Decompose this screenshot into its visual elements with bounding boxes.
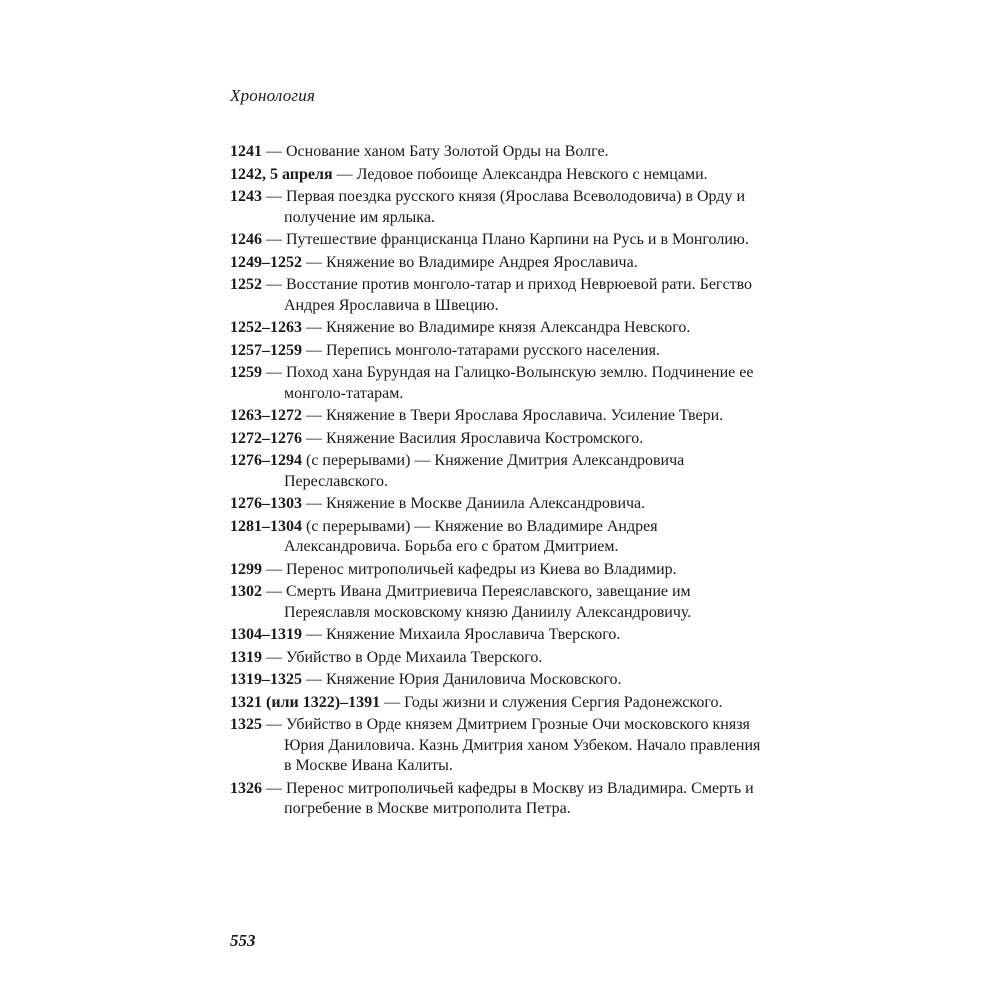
chronology-entry — [230, 494, 770, 515]
chronology-entry — [230, 230, 770, 251]
entry-date: 1299 — [230, 560, 262, 578]
entry-text: — Убийство в Орде князем Дмитрием Грозные Очи московского князя Юрия Даниловича. Казнь Дмитрия ханом Узбеком. Начало правления в Москве Ивана Калиты. — [262, 716, 761, 774]
entry-text: — Княжение Михаила Ярославича Тверского. — [302, 626, 621, 643]
entry-date: 1252–1263 — [230, 319, 302, 336]
entry-text: — Первая поездка русского князя (Ярослава Всеволодовича) в Орду и получение им ярлыка. — [262, 188, 746, 226]
running-head: Хронология — [230, 86, 316, 105]
entry-text: — Княжение Василия Ярославича Костромского. — [302, 429, 644, 447]
entry-text: — Поход хана Бурундая на Галицко-Волынскую землю. Подчинение ее монголо-татарам. — [262, 364, 754, 402]
entry-date: 1302 — [230, 583, 262, 600]
chronology-entry — [230, 560, 770, 581]
entry-text: — Восстание против монголо-татар и приход Неврюевой рати. Бегство Андрея Ярославича в Швецию. — [262, 276, 753, 314]
entry-text: — Смерть Ивана Дмитриевича Переяславского, завещание им Переяславля московскому князю Даниилу Александровичу. — [262, 583, 692, 621]
chronology-entry — [230, 406, 770, 427]
chronology-entry — [230, 517, 770, 558]
entry-text: — Годы жизни и служения Сергия Радонежского. — [380, 693, 723, 711]
entry-text: — Княжение во Владимире Андрея Ярославича. — [302, 253, 638, 271]
entry-text: — Княжение во Владимире Андрея Александровича. Борьба его с братом Дмитрием. — [284, 517, 658, 555]
chronology-entry — [230, 693, 770, 714]
entry-date: 1257–1259 — [230, 341, 302, 359]
entry-date-note: (с перерывами) — [302, 517, 411, 535]
entry-date: 1325 — [230, 716, 262, 733]
entry-date: 1319–1325 — [230, 671, 302, 688]
entry-text: — Княжение во Владимире князя Александра Невского. — [302, 319, 691, 336]
chronology-entry — [230, 142, 770, 163]
chronology-entry — [230, 779, 770, 820]
entry-date: 1276–1303 — [230, 495, 302, 512]
chronology-entry — [230, 187, 770, 228]
entry-text: — Княжение Дмитрия Александровича Переславского. — [284, 452, 685, 490]
chronology-entry — [230, 582, 770, 623]
chronology-entry — [230, 275, 770, 316]
entry-text: — Княжение Юрия Даниловича Московского. — [302, 671, 622, 688]
chronology-entry — [230, 670, 770, 691]
chronology-entry — [230, 625, 770, 646]
entry-date: 1263–1272 — [230, 407, 302, 424]
entry-text: — Перепись монголо-татарами русского населения. — [302, 341, 660, 359]
chronology-entry — [230, 165, 770, 186]
chronology-entry — [230, 253, 770, 274]
page-number: 553 — [230, 931, 256, 950]
entry-date: 1252 — [230, 276, 262, 293]
entry-date: 1241 — [230, 143, 262, 160]
entry-text: — Убийство в Орде Михаила Тверского. — [262, 648, 543, 666]
entry-text: — Княжение в Твери Ярослава Ярославича. Усиление Твери. — [302, 407, 724, 424]
entry-date: 1276–1294 — [230, 452, 302, 469]
entry-date: 1272–1276 — [230, 429, 302, 447]
chronology-entry — [230, 429, 770, 450]
entry-date: 1319 — [230, 648, 262, 666]
entry-text: — Ледовое побоище Александра Невского с немцами. — [332, 165, 708, 183]
entry-text: — Перенос митрополичьей кафедры в Москву из Владимира. Смерть и погребение в Москве митрополита Петра. — [262, 779, 754, 817]
entry-date: 1321 (или 1322)–1391 — [230, 693, 381, 711]
entry-text: — Княжение в Москве Даниила Александровича. — [302, 495, 646, 512]
entry-text: — Основание ханом Бату Золотой Орды на Волге. — [262, 143, 609, 160]
entry-date: 1259 — [230, 364, 262, 381]
entry-date: 1304–1319 — [230, 626, 302, 643]
entry-date: 1242, 5 апреля — [230, 165, 333, 183]
chronology-entry — [230, 341, 770, 362]
chronology-entry — [230, 648, 770, 669]
entry-text: — Перенос митрополичьей кафедры из Киева во Владимир. — [262, 560, 677, 578]
entry-date: 1243 — [230, 188, 262, 205]
chronology-entry — [230, 715, 770, 777]
entry-date: 1281–1304 — [230, 517, 302, 535]
chronology-entry — [230, 451, 770, 492]
chronology-entry — [230, 363, 770, 404]
entry-date: 1326 — [230, 779, 262, 797]
chronology-list — [230, 142, 770, 822]
entry-date: 1249–1252 — [230, 253, 302, 271]
chronology-entry — [230, 318, 770, 339]
entry-text: — Путешествие францисканца Плано Карпини на Русь и в Монголию. — [262, 231, 749, 248]
entry-date: 1246 — [230, 231, 262, 248]
entry-date-note: (с перерывами) — [302, 452, 411, 469]
